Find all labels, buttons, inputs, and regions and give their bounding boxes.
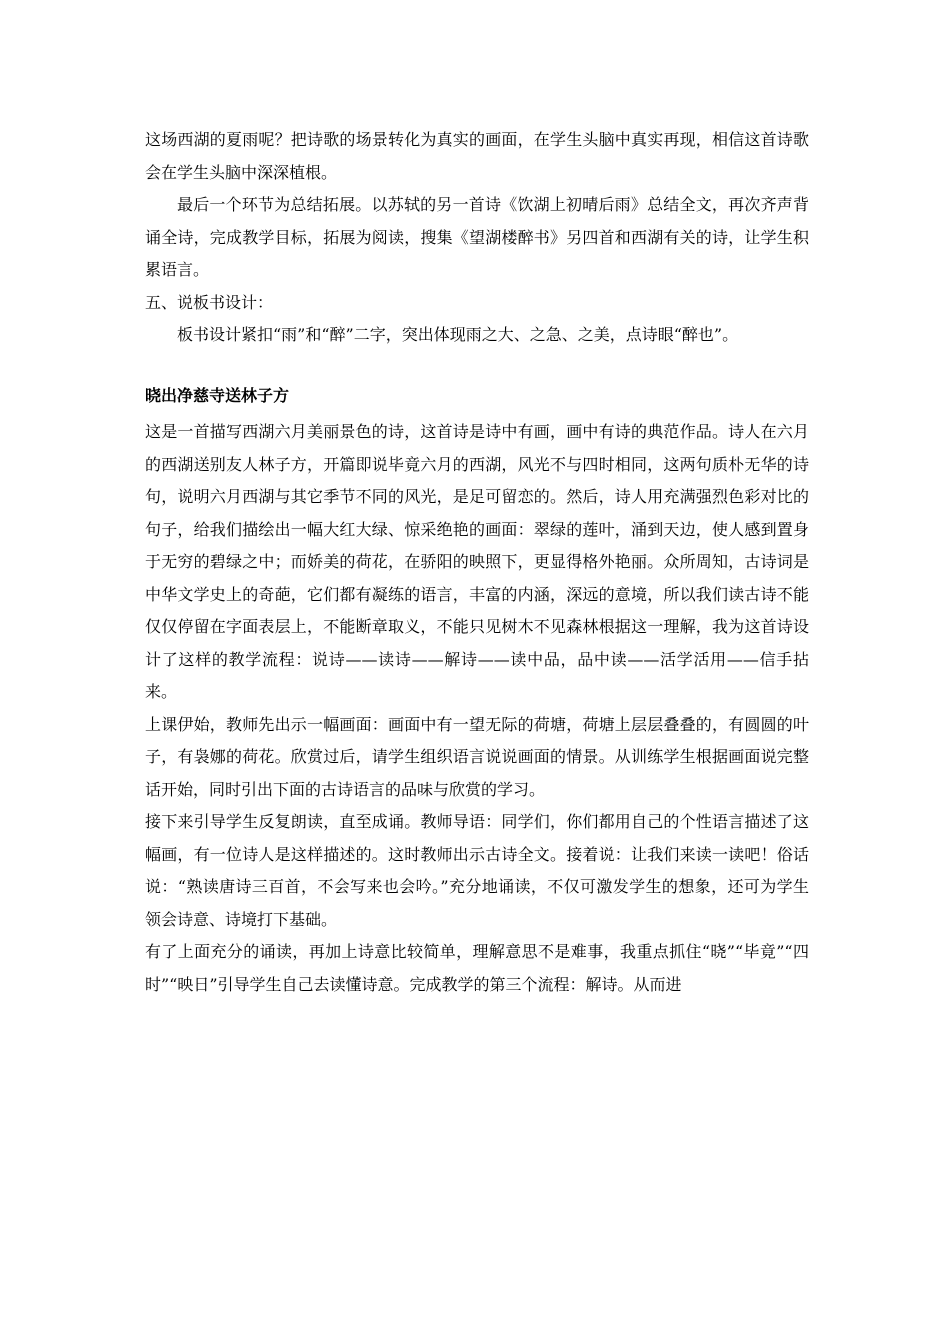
poem-heading: 晓出净慈寺送林子方 bbox=[145, 385, 290, 405]
paragraph-poem-intro: 这是一首描写西湖六月美丽景色的诗，这首诗是诗中有画，画中有诗的典范作品。诗人在六月的西湖送别友人林子方，开篇即说毕竟六月的西湖，风光不与四时相同，这两句质朴无华的诗句，说明六月西湖与其它季节不同的风光，是足可留恋的。然后，诗人用充满强烈色彩对比的句子，给我们描绘出一幅大红大绿、惊采绝艳的画面：翠绿的莲叶，涌到天边，使人感到置身于无穷的碧绿之中；而娇美的荷花，在骄阳的映照下，更显得格外艳丽。众所周知，古诗词是中华文学史上的奇葩，它们都有凝练的语言，丰富的内涵，深远的意境，所以我们读古诗不能仅仅停留在字面表层上，不能断章取义，不能只见树木不见森林根据这一理解，我为这首诗设计了这样的教学流程：说诗——读诗——解诗——读中品，品中读——活学活用——信手拈来。 bbox=[145, 422, 809, 701]
section-five-title: 五、说板书设计： bbox=[145, 292, 274, 312]
paragraph-reading-practice: 接下来引导学生反复朗读，直至成诵。教师导语：同学们，你们都用自己的个性语言描述了这幅画，有一位诗人是这样描述的。这时教师出示古诗全文。接着说：让我们来读一读吧！俗话说：“熟读唐诗三百首，不会写来也会吟。”充分地诵读，不仅可激发学生的想象，还可为学生领会诗意、诗境打下基础。 bbox=[145, 812, 809, 929]
paragraph-summary-extension: 最后一个环节为总结拓展。以苏轼的另一首诗《饮湖上初晴后雨》总结全文，再次齐声背诵全诗，完成教学目标，拓展为阅读，搜集《望湖楼醉书》另四首和西湖有关的诗，让学生积累语言。 bbox=[145, 195, 809, 279]
section-five-body: 板书设计紧扣“雨”和“醉”二字，突出体现雨之大、之急、之美，点诗眼“醉也”。 bbox=[177, 325, 739, 344]
paragraph-interpretation: 有了上面充分的诵读，再加上诗意比较简单，理解意思不是难事，我重点抓住“晓”“毕竟”“四时”“映日”引导学生自己去读懂诗意。完成教学的第三个流程：解诗。从而进 bbox=[145, 942, 809, 994]
paragraph-lesson-start: 上课伊始，教师先出示一幅画面：画面中有一望无际的荷塘，荷塘上层层叠叠的，有圆圆的叶子，有袅娜的荷花。欣赏过后，请学生组织语言说说画面的情景。从训练学生根据画面说完整话开始，同时引出下面的古诗语言的品味与欣赏的学习。 bbox=[145, 714, 809, 799]
document-body bbox=[145, 124, 809, 1001]
paragraph-continuation: 这场西湖的夏雨呢？把诗歌的场景转化为真实的画面，在学生头脑中真实再现，相信这首诗歌会在学生头脑中深深植根。 bbox=[145, 130, 809, 182]
